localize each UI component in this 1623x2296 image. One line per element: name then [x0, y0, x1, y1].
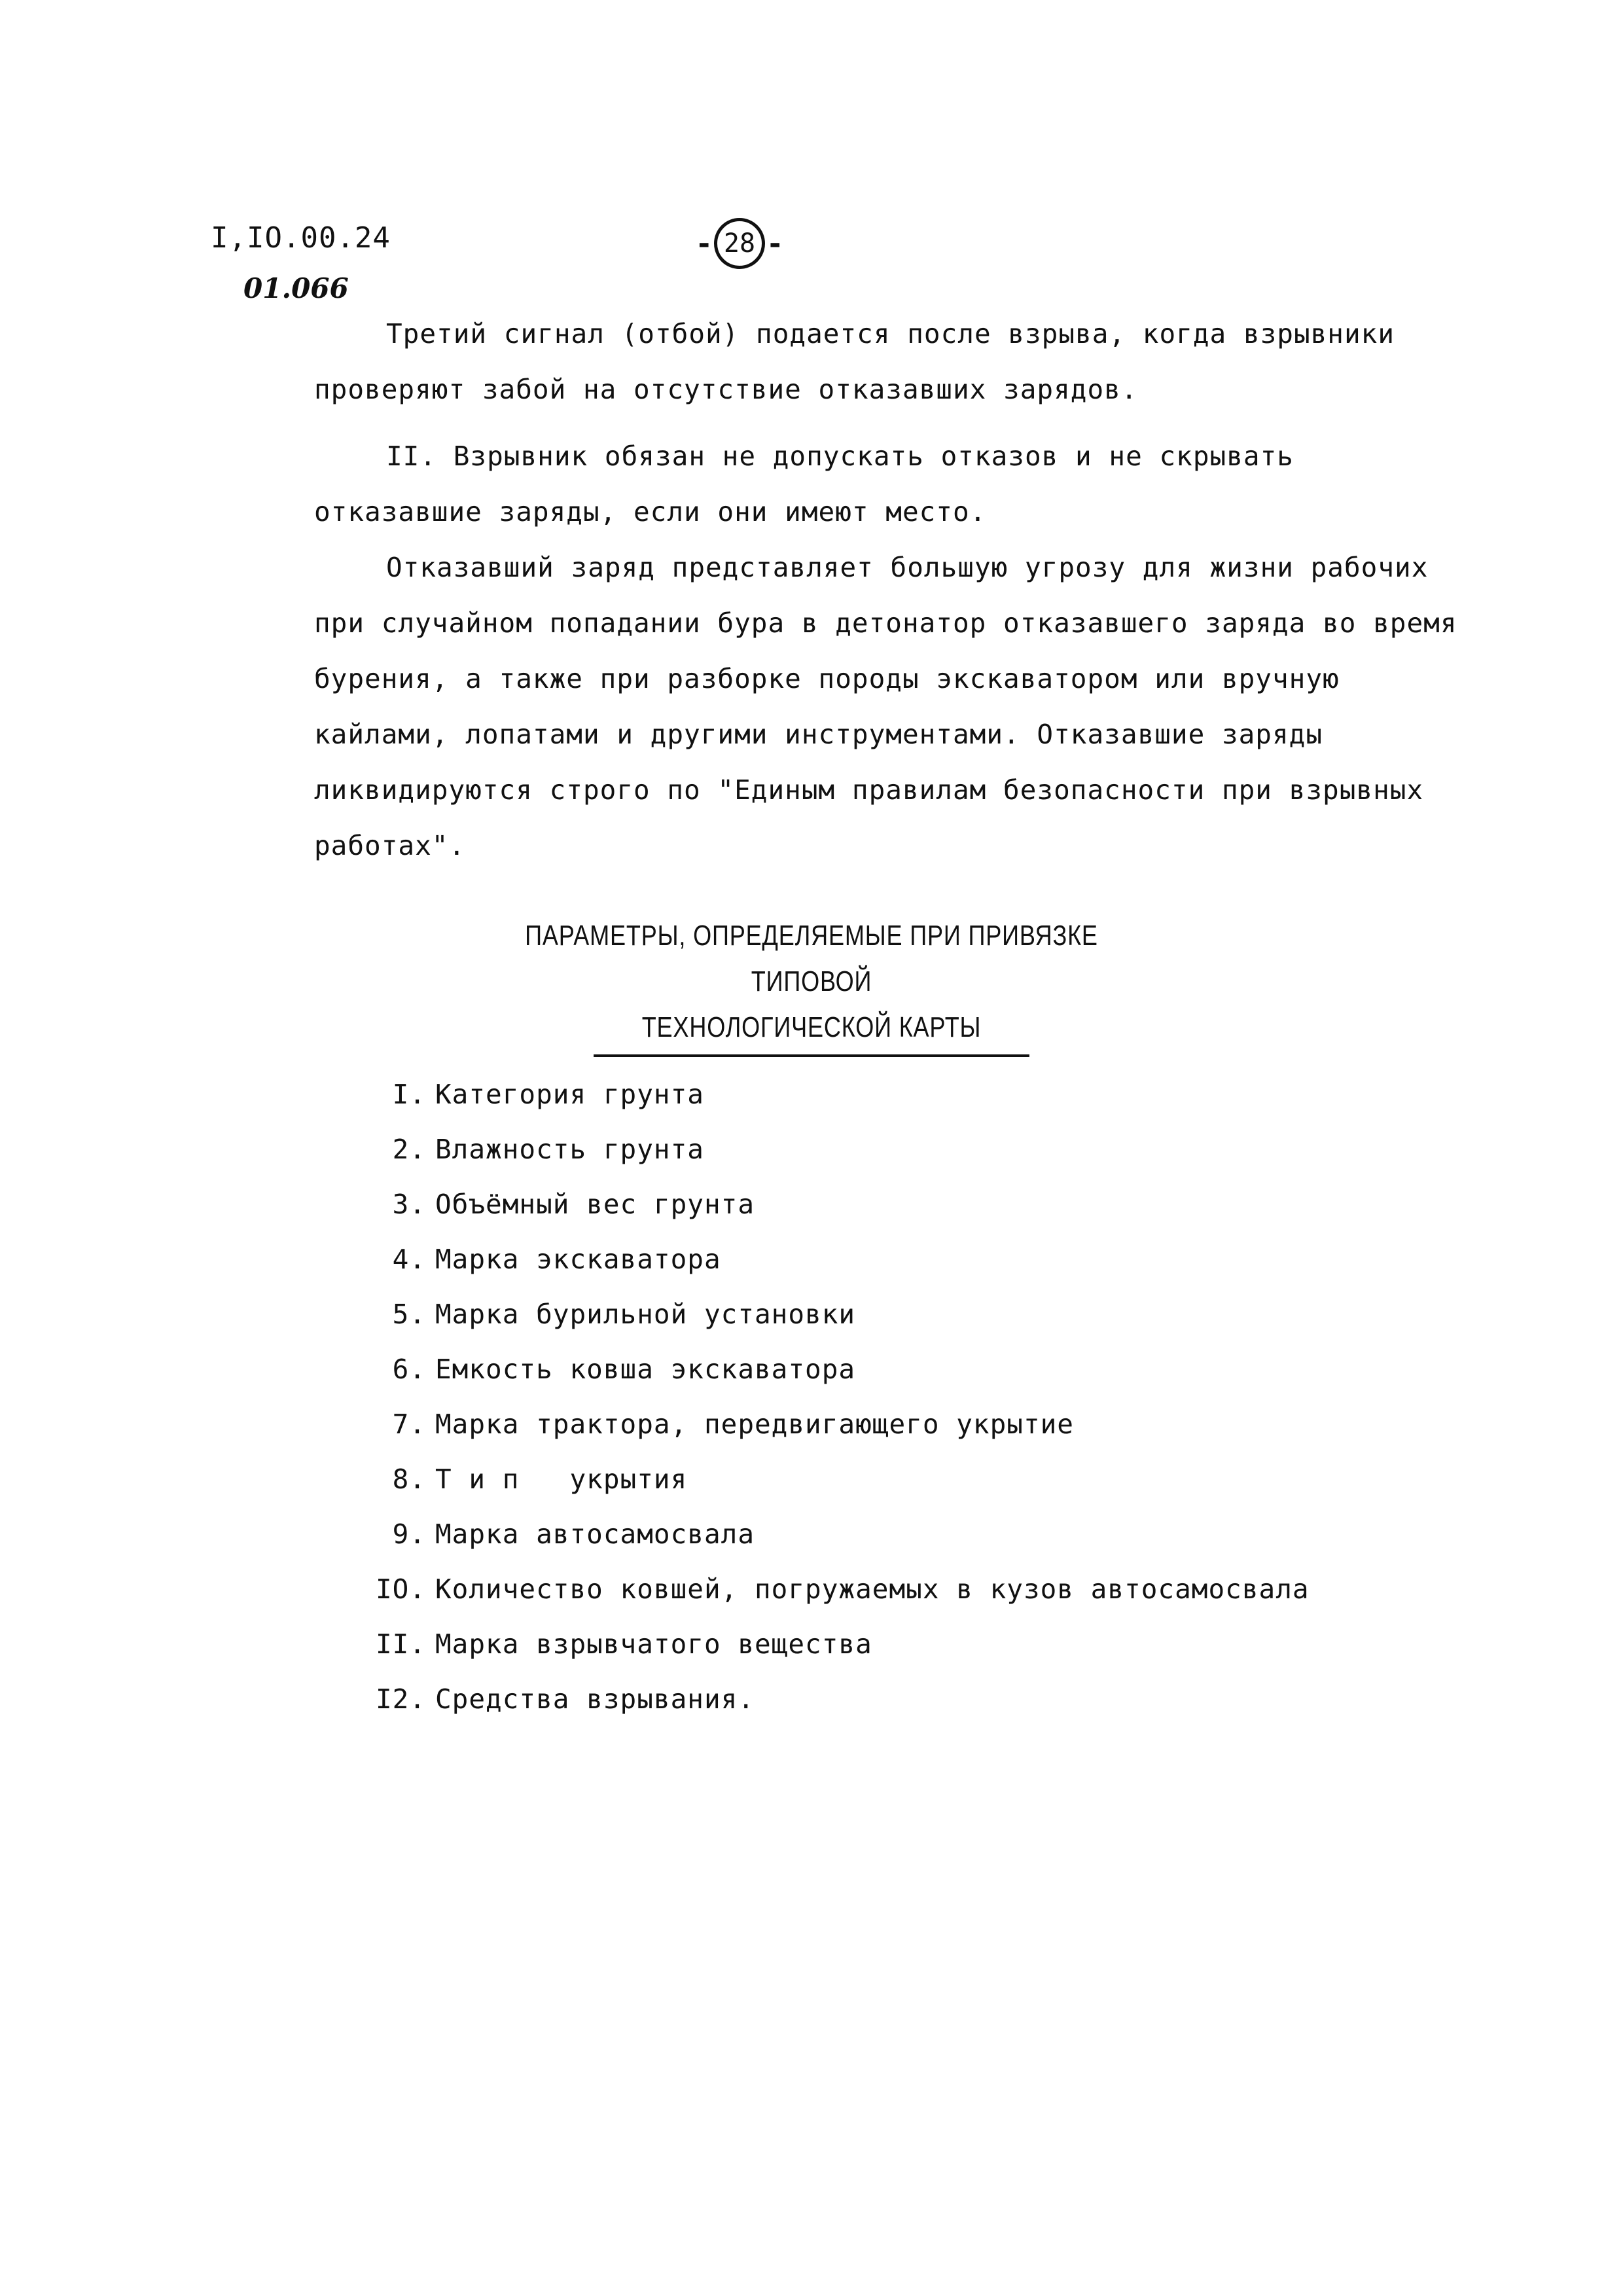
list-item: [366, 1177, 1310, 1232]
list-item-text: Марка автосамосвала: [435, 1518, 755, 1550]
list-item-number: II.: [375, 1628, 426, 1660]
list-item-text: Марка бурильной установки: [435, 1299, 856, 1330]
paragraph-text: Отказавший заряд представляет большую угрозу для жизни рабочих при случайном попадании бура в детонатор отказавшего заряда во время бурения, а также при разборке породы экскаватором или вручную кайлами, лопатами и другими инструментами. Отказавшие заряды ликвидируются строго по "Единым правилам безопасности при взрывных работах".: [314, 552, 1457, 861]
parameter-list: [366, 1067, 1310, 1727]
list-item: [366, 1617, 1310, 1672]
list-item-text: Количество ковшей, погружаемых в кузов автосамосвала: [435, 1573, 1310, 1605]
list-item-number: IO.: [375, 1573, 426, 1605]
paragraph-text: Третий сигнал (отбой) подается после взрыва, когда взрывники проверяют забой на отсутствие отказавших зарядов.: [314, 318, 1395, 405]
list-item-text: Влажность грунта: [435, 1134, 704, 1165]
list-item-text: Категория грунта: [435, 1079, 704, 1110]
section-heading-line2: ТЕХНОЛОГИЧЕСКОЙ КАРТЫ: [594, 1005, 1029, 1057]
list-item-number: 6.: [392, 1354, 426, 1385]
list-item-number: I2.: [375, 1683, 426, 1715]
list-item-text: Марка взрывчатого вещества: [435, 1628, 872, 1660]
list-item: [366, 1562, 1310, 1617]
handwritten-code: 01.066: [243, 272, 349, 304]
list-item-text: Марка экскаватора: [435, 1244, 721, 1275]
list-item-number: 2.: [392, 1134, 426, 1165]
list-item: [366, 1397, 1310, 1452]
paragraph-failed-charge: [314, 540, 1466, 874]
list-item-text: Средства взрывания.: [435, 1683, 755, 1715]
list-item-number: 4.: [392, 1244, 426, 1275]
paragraph-obligations: [314, 429, 1466, 540]
list-item-number: 5.: [392, 1299, 426, 1330]
section-heading: [490, 913, 1133, 1057]
page-number-dash-left: -: [695, 226, 713, 260]
list-item-text: Объёмный вес грунта: [435, 1189, 755, 1220]
list-item-number: 7.: [392, 1408, 426, 1440]
list-item-text: Марка трактора, передвигающего укрытие: [435, 1408, 1074, 1440]
paragraph-signal: [314, 306, 1466, 418]
page-number-circle: [714, 218, 765, 269]
document-code: I,IO.00.24: [211, 221, 391, 255]
list-item-number: 9.: [392, 1518, 426, 1550]
list-item: [366, 1287, 1310, 1342]
paragraph-text: II. Взрывник обязан не допускать отказов и не скрывать отказавшие заряды, если они имеют место.: [314, 440, 1294, 528]
list-item: [366, 1507, 1310, 1562]
list-item-number: I.: [392, 1079, 426, 1110]
list-item: [366, 1672, 1310, 1727]
list-item-number: 3.: [392, 1189, 426, 1220]
page-number-dash-right: -: [766, 226, 784, 260]
list-item: [366, 1232, 1310, 1287]
list-item: [366, 1342, 1310, 1397]
section-heading-line1: ПАРАМЕТРЫ, ОПРЕДЕЛЯЕМЫЕ ПРИ ПРИВЯЗКЕ ТИПОВОЙ: [525, 920, 1098, 997]
page-number: [681, 211, 798, 276]
page-number-value: 28: [723, 228, 756, 259]
list-item-number: 8.: [392, 1463, 426, 1495]
list-item-text: Т и п укрытия: [435, 1463, 688, 1495]
list-item: [366, 1452, 1310, 1507]
list-item: [366, 1122, 1310, 1177]
list-item: [366, 1067, 1310, 1122]
list-item-text: Емкость ковша экскаватора: [435, 1354, 856, 1385]
